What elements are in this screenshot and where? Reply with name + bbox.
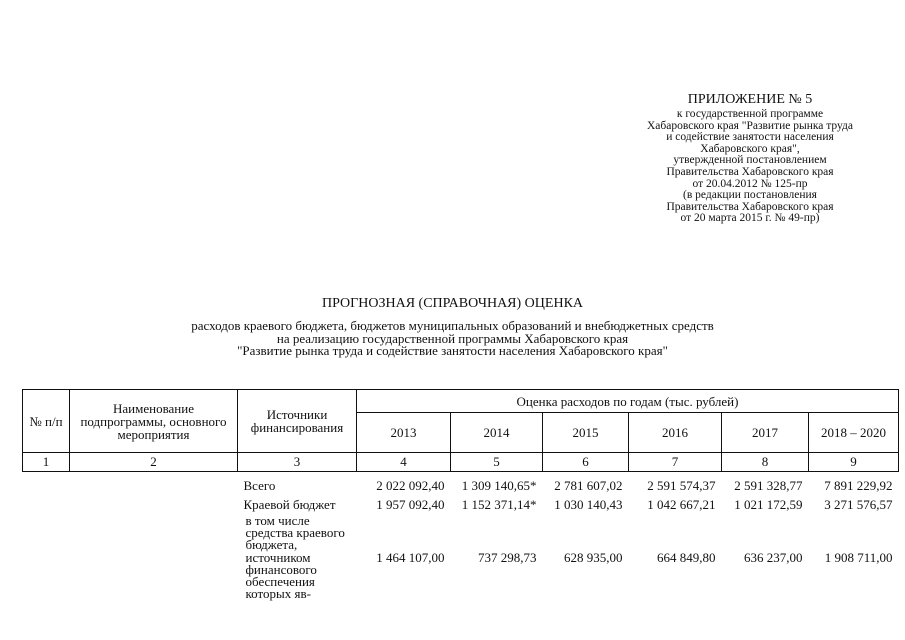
appendix-line: к государственной программе	[676, 108, 824, 120]
row-source: Всего	[243, 478, 276, 493]
row-name	[70, 515, 238, 600]
row-no	[23, 479, 70, 492]
header-no: № п/п	[23, 390, 70, 453]
row-no	[23, 498, 70, 511]
column-number: 2	[70, 453, 238, 472]
row-value: 1 309 140,65*	[461, 478, 537, 493]
row-value: 1 152 371,14*	[461, 497, 537, 512]
row-value: 628 935,00	[564, 550, 623, 566]
appendix-line: и содействие занятости населения	[666, 131, 834, 144]
appendix-line: утвержденной постановлением	[673, 154, 827, 167]
table-row	[23, 515, 899, 600]
appendix-line: от 20 марта 2015 г. № 49-пр)	[680, 212, 820, 225]
row-value: 3 271 576,57	[824, 497, 893, 512]
appendix-line: Хабаровского края",	[700, 142, 800, 155]
header-year: 2013	[357, 413, 451, 453]
row-value: 737 298,73	[478, 550, 537, 566]
header-name: Наименование подпрограммы, основного мероприятия	[70, 390, 238, 453]
row-value: 1 021 172,59	[734, 497, 803, 512]
header-year: 2018 – 2020	[809, 413, 899, 453]
column-number: 3	[238, 453, 357, 472]
appendix-title: ПРИЛОЖЕНИЕ № 5	[687, 92, 813, 107]
row-value: 1 957 092,40	[376, 497, 445, 512]
appendix-block	[600, 92, 900, 225]
header-year: 2014	[451, 413, 543, 453]
row-value: 1 042 667,21	[647, 497, 716, 512]
table-row	[23, 498, 899, 511]
row-value: 636 237,00	[744, 550, 803, 566]
column-number-row	[23, 453, 899, 472]
column-number: 1	[23, 453, 70, 472]
column-number: 7	[629, 453, 722, 472]
row-value: 2 591 328,77	[734, 478, 803, 493]
row-value: 2 591 574,37	[647, 478, 716, 493]
row-source: в том числе средства краевого бюджета, источником финансового обеспечения которых яв-	[245, 513, 345, 602]
appendix-line: Правительства Хабаровского края	[666, 200, 834, 213]
header-year: 2016	[629, 413, 722, 453]
table-header-row	[23, 390, 899, 413]
header-years-group: Оценка расходов по годам (тыс. рублей)	[357, 390, 899, 413]
row-source: Краевой бюджет	[243, 497, 336, 512]
document-title	[0, 296, 905, 358]
header-source: Источники финансирования	[238, 390, 357, 453]
document-subtitle-line: "Развитие рынка труда и содействие занятости населения Хабаровского края"	[237, 343, 668, 358]
appendix-line: от 20.04.2012 № 125-пр	[692, 177, 808, 190]
column-number: 9	[809, 453, 899, 472]
row-value: 1 030 140,43	[554, 497, 623, 512]
column-number: 4	[357, 453, 451, 472]
appendix-line: (в редакции постановления	[683, 189, 817, 202]
budget-table	[22, 389, 899, 600]
table-row	[23, 479, 899, 492]
row-value: 7 891 229,92	[824, 478, 893, 493]
row-no	[23, 515, 70, 600]
appendix-line: Правительства Хабаровского края	[666, 165, 834, 178]
document-subtitle-line: расходов краевого бюджета, бюджетов муниципальных образований и внебюджетных средств	[191, 318, 714, 333]
document-heading: ПРОГНОЗНАЯ (СПРАВОЧНАЯ) ОЦЕНКА	[321, 296, 584, 311]
header-year: 2017	[722, 413, 809, 453]
row-value: 2 781 607,02	[554, 478, 623, 493]
column-number: 8	[722, 453, 809, 472]
row-name	[70, 479, 238, 492]
row-name	[70, 498, 238, 511]
row-value: 1 464 107,00	[376, 550, 445, 566]
appendix-line: Хабаровского края "Развитие рынка труда	[647, 119, 853, 132]
header-year: 2015	[543, 413, 629, 453]
column-number: 6	[543, 453, 629, 472]
document-subtitle-line: на реализацию государственной программы Хабаровского края	[276, 330, 629, 346]
column-number: 5	[451, 453, 543, 472]
row-value: 2 022 092,40	[376, 478, 445, 493]
row-value: 1 908 711,00	[824, 550, 893, 566]
row-value: 664 849,80	[657, 550, 716, 566]
